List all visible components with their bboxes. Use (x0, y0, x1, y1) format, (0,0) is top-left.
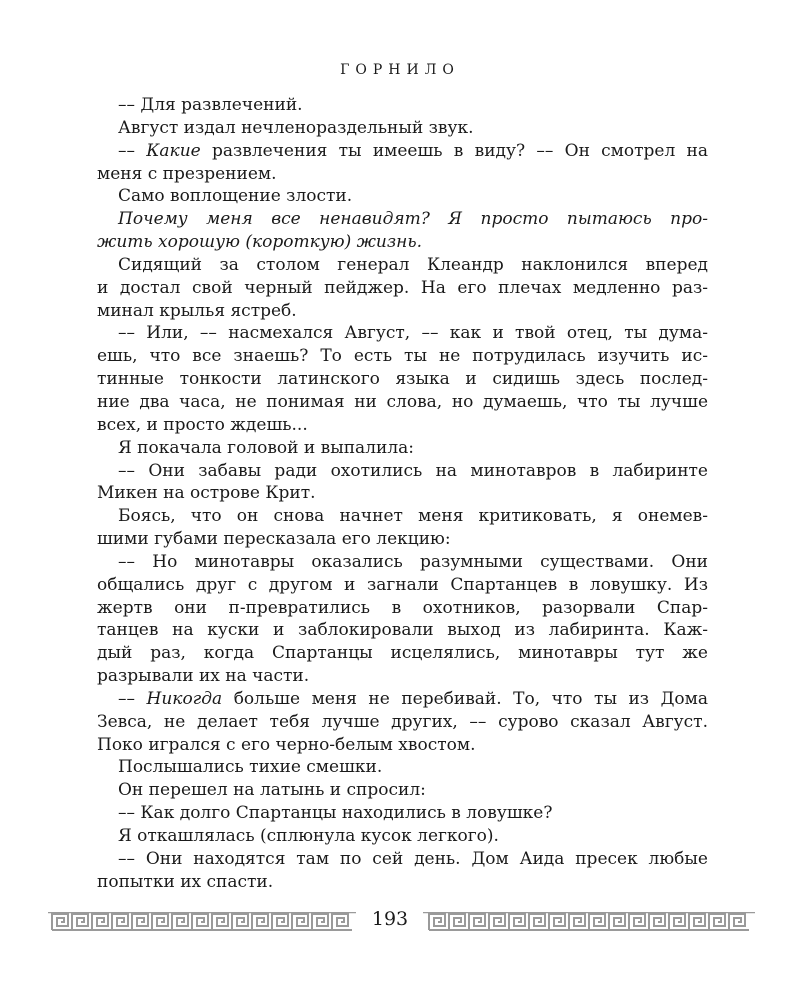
text-line (97, 460, 708, 483)
paragraph (97, 322, 708, 436)
paragraph (97, 825, 708, 848)
text-line (97, 597, 708, 620)
text-run: –– Но минотавры оказались разумными существами. Они (118, 551, 708, 572)
italic-text: Почему меня все ненавидят? Я просто пытаюсь про- (118, 209, 708, 230)
text-line (97, 117, 708, 140)
text-run: –– (118, 140, 147, 161)
text-run: больше меня не перебивай. То, что ты из Дома (222, 688, 709, 709)
paragraph (97, 94, 708, 117)
text-line (97, 756, 708, 779)
text-line (97, 528, 708, 551)
text-run: и достал свой черный пейджер. На его плечах медленно раз- (97, 277, 708, 298)
text-line (97, 163, 708, 186)
text-run: общались друг с другом и загнали Спартанцев в ловушку. Из (97, 574, 708, 595)
text-line (97, 574, 708, 597)
italic-text: Какие (146, 140, 201, 161)
text-run: меня с презрением. (97, 163, 277, 184)
text-run: ешь, что все знаешь? То есть ты не потрудилась изучить ис- (97, 346, 708, 367)
text-line (97, 208, 708, 231)
text-line (97, 231, 708, 254)
text-run: Сидящий за столом генерал Клеандр наклонился вперед (118, 254, 708, 275)
paragraph (97, 756, 708, 779)
text-run: –– Как долго Спартанцы находились в ловушке? (118, 803, 553, 824)
paragraph (97, 254, 708, 323)
text-line (97, 642, 708, 665)
text-line (97, 848, 708, 871)
text-run: попытки их спасти. (97, 871, 274, 892)
text-line (97, 368, 708, 391)
text-run: ние два часа, не понимая ни слова, но думаешь, что ты лучше (97, 391, 708, 412)
text-run: Само воплощение злости. (118, 186, 353, 207)
paragraph (97, 140, 708, 186)
text-run: жертв они п-превратились в охотников, разорвали Спар- (97, 597, 708, 618)
text-line (97, 734, 708, 757)
text-line (97, 825, 708, 848)
text-line (97, 871, 708, 894)
text-run: развлечения ты имеешь в виду? –– Он смотрел на (200, 140, 708, 161)
text-line (97, 254, 708, 277)
greek-key-ornament-right (423, 912, 755, 932)
greek-key-ornament-left (48, 912, 356, 932)
text-line (97, 391, 708, 414)
meander-pattern (52, 914, 352, 930)
text-run: тинные тонкости латинского языка и сидишь здесь послед- (97, 369, 708, 390)
text-line (97, 551, 708, 574)
text-line (97, 414, 708, 437)
body-text (97, 94, 708, 894)
text-line (97, 140, 708, 163)
text-run: минал крылья ястреб. (97, 300, 297, 321)
text-run: –– Для развлечений. (118, 95, 303, 115)
paragraph (97, 688, 708, 757)
text-run: шими губами пересказала его лекцию: (97, 529, 451, 550)
text-line (97, 345, 708, 368)
text-run: дый раз, когда Спартанцы исцелялись, минотавры тут же (97, 643, 708, 664)
text-line (97, 437, 708, 460)
text-line (97, 185, 708, 208)
paragraph (97, 208, 708, 254)
paragraph (97, 505, 708, 551)
text-line (97, 505, 708, 528)
text-run: всех, и просто ждешь... (97, 414, 308, 435)
text-line (97, 277, 708, 300)
italic-text: Никогда (146, 688, 223, 709)
text-run: Я покачала головой и выпалила: (118, 437, 414, 458)
text-run: Боясь, что он снова начнет меня критиковать, я онемев- (118, 506, 708, 527)
text-line (97, 802, 708, 825)
text-run: разрывали их на части. (97, 666, 310, 687)
text-line (97, 688, 708, 711)
text-run: –– Они забавы ради охотились на минотавров в лабиринте (118, 460, 708, 481)
text-run: танцев на куски и заблокировали выход из лабиринта. Каж- (97, 620, 708, 641)
paragraph (97, 802, 708, 825)
page-footer (48, 906, 755, 938)
text-run: Он перешел на латынь и спросил: (118, 780, 426, 801)
text-run: Зевса, не делает тебя лучше других, –– сурово сказал Август. (97, 711, 708, 732)
text-run: Послышались тихие смешки. (118, 757, 383, 778)
paragraph (97, 185, 708, 208)
text-run: –– (118, 688, 147, 709)
running-header: ГОРНИЛО (340, 62, 460, 78)
paragraph (97, 437, 708, 460)
text-run: –– Или, –– насмехался Август, –– как и твой отец, ты дума- (118, 323, 708, 344)
paragraph (97, 460, 708, 506)
text-run: Я откашлялась (сплюнула кусок легкого). (118, 826, 499, 846)
italic-text: жить хорошую (короткую) жизнь. (97, 232, 423, 253)
text-run: Микен на острове Крит. (97, 483, 316, 504)
meander-pattern (429, 914, 749, 930)
paragraph (97, 779, 708, 802)
text-line (97, 619, 708, 642)
paragraph (97, 117, 708, 140)
text-line (97, 322, 708, 345)
text-line (97, 711, 708, 734)
text-line (97, 300, 708, 323)
paragraph (97, 551, 708, 688)
text-line (97, 482, 708, 505)
text-line (97, 94, 708, 117)
text-run: –– Они находятся там по сей день. Дом Аида пресек любые (118, 848, 708, 869)
text-run: Поко игрался с его черно-белым хвостом. (97, 734, 476, 755)
text-line (97, 665, 708, 688)
page-number: 193 (371, 908, 409, 930)
text-run: Август издал нечленораздельный звук. (118, 117, 474, 138)
paragraph (97, 848, 708, 894)
text-line (97, 779, 708, 802)
